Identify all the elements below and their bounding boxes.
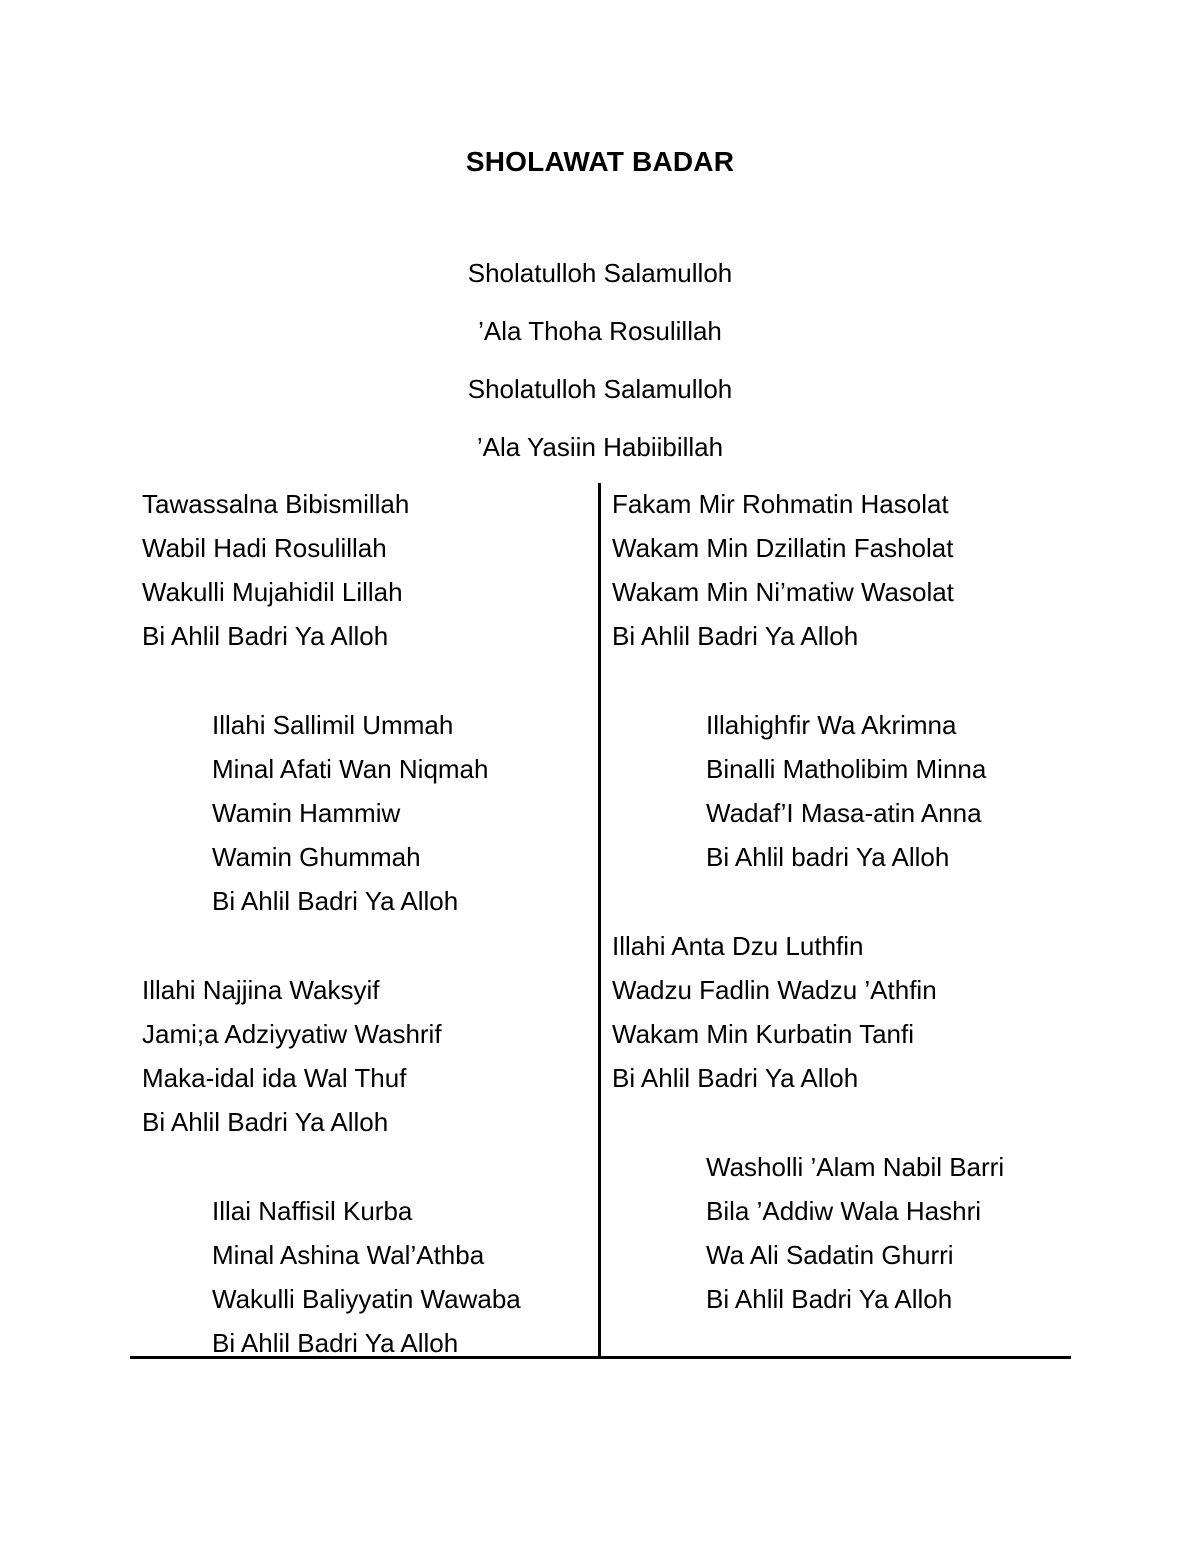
right-column (612, 482, 1062, 1321)
stanza (612, 703, 1062, 879)
verse-line: Binalli Matholibim Minna (706, 754, 987, 784)
chorus (0, 250, 1200, 482)
verse-line: Wakam Min Kurbatin Tanfi (612, 1019, 915, 1049)
stanza (612, 924, 1062, 1100)
verse-line: Wakam Min Dzillatin Fasholat (612, 533, 954, 563)
verse-line: Illahi Anta Dzu Luthfin (612, 931, 864, 961)
verse-line: Maka-idal ida Wal Thuf (142, 1063, 407, 1093)
verse-line: Tawassalna Bibismillah (142, 489, 410, 519)
verse-line: Wadzu Fadlin Wadzu ’Athfin (612, 975, 937, 1005)
verse-line: Bi Ahlil Badri Ya Alloh (142, 621, 389, 651)
stanza (142, 1189, 582, 1365)
verse-line: Wamin Hammiw (212, 798, 401, 828)
verse-line: Bi Ahlil Badri Ya Alloh (612, 1063, 859, 1093)
verse-line: Bila ’Addiw Wala Hashri (706, 1196, 982, 1226)
verse-line: Wakulli Baliyyatin Wawaba (212, 1284, 521, 1314)
stanza (612, 482, 1062, 658)
verse-line: Bi Ahlil Badri Ya Alloh (212, 1328, 459, 1358)
verse-line: Washolli ’Alam Nabil Barri (706, 1152, 1005, 1182)
chorus-line: Sholatulloh Salamulloh (467, 374, 733, 404)
stanza (142, 482, 582, 658)
verse-line: Illahi Sallimil Ummah (212, 710, 454, 740)
verse-line: Minal Afati Wan Niqmah (212, 754, 489, 784)
verse-line: Wamin Ghummah (212, 842, 421, 872)
verse-line: Wabil Hadi Rosulillah (142, 533, 387, 563)
verse-line: Wakulli Mujahidil Lillah (142, 577, 403, 607)
chorus-line: ’Ala Thoha Rosulillah (478, 316, 722, 346)
verse-line: Bi Ahlil Badri Ya Alloh (212, 886, 459, 916)
verse-line: Bi Ahlil Badri Ya Alloh (706, 1284, 953, 1314)
left-column (142, 482, 582, 1365)
page-title: SHOLAWAT BADAR (465, 146, 735, 177)
verse-line: Illai Naffisil Kurba (212, 1196, 413, 1226)
verse-line: Bi Ahlil Badri Ya Alloh (612, 621, 859, 651)
verse-line: Minal Ashina Wal’Athba (212, 1240, 485, 1270)
stanza (142, 968, 582, 1144)
verse-line: Jami;a Adziyyatiw Washrif (142, 1019, 442, 1049)
column-divider (598, 483, 601, 1358)
verse-line: Fakam Mir Rohmatin Hasolat (612, 489, 949, 519)
verse-line: Bi Ahlil badri Ya Alloh (706, 842, 950, 872)
verse-line: Wa Ali Sadatin Ghurri (706, 1240, 954, 1270)
stanza (142, 703, 582, 923)
verse-line: Wadaf’I Masa-atin Anna (706, 798, 982, 828)
chorus-line: ’Ala Yasiin Habiibillah (476, 432, 724, 462)
verse-line: Wakam Min Ni’matiw Wasolat (612, 577, 954, 607)
stanza (612, 1145, 1062, 1321)
verse-line: Bi Ahlil Badri Ya Alloh (142, 1107, 389, 1137)
verse-line: Illahighfir Wa Akrimna (706, 710, 957, 740)
chorus-line: Sholatulloh Salamulloh (467, 258, 733, 288)
verse-line: Illahi Najjina Waksyif (142, 975, 380, 1005)
